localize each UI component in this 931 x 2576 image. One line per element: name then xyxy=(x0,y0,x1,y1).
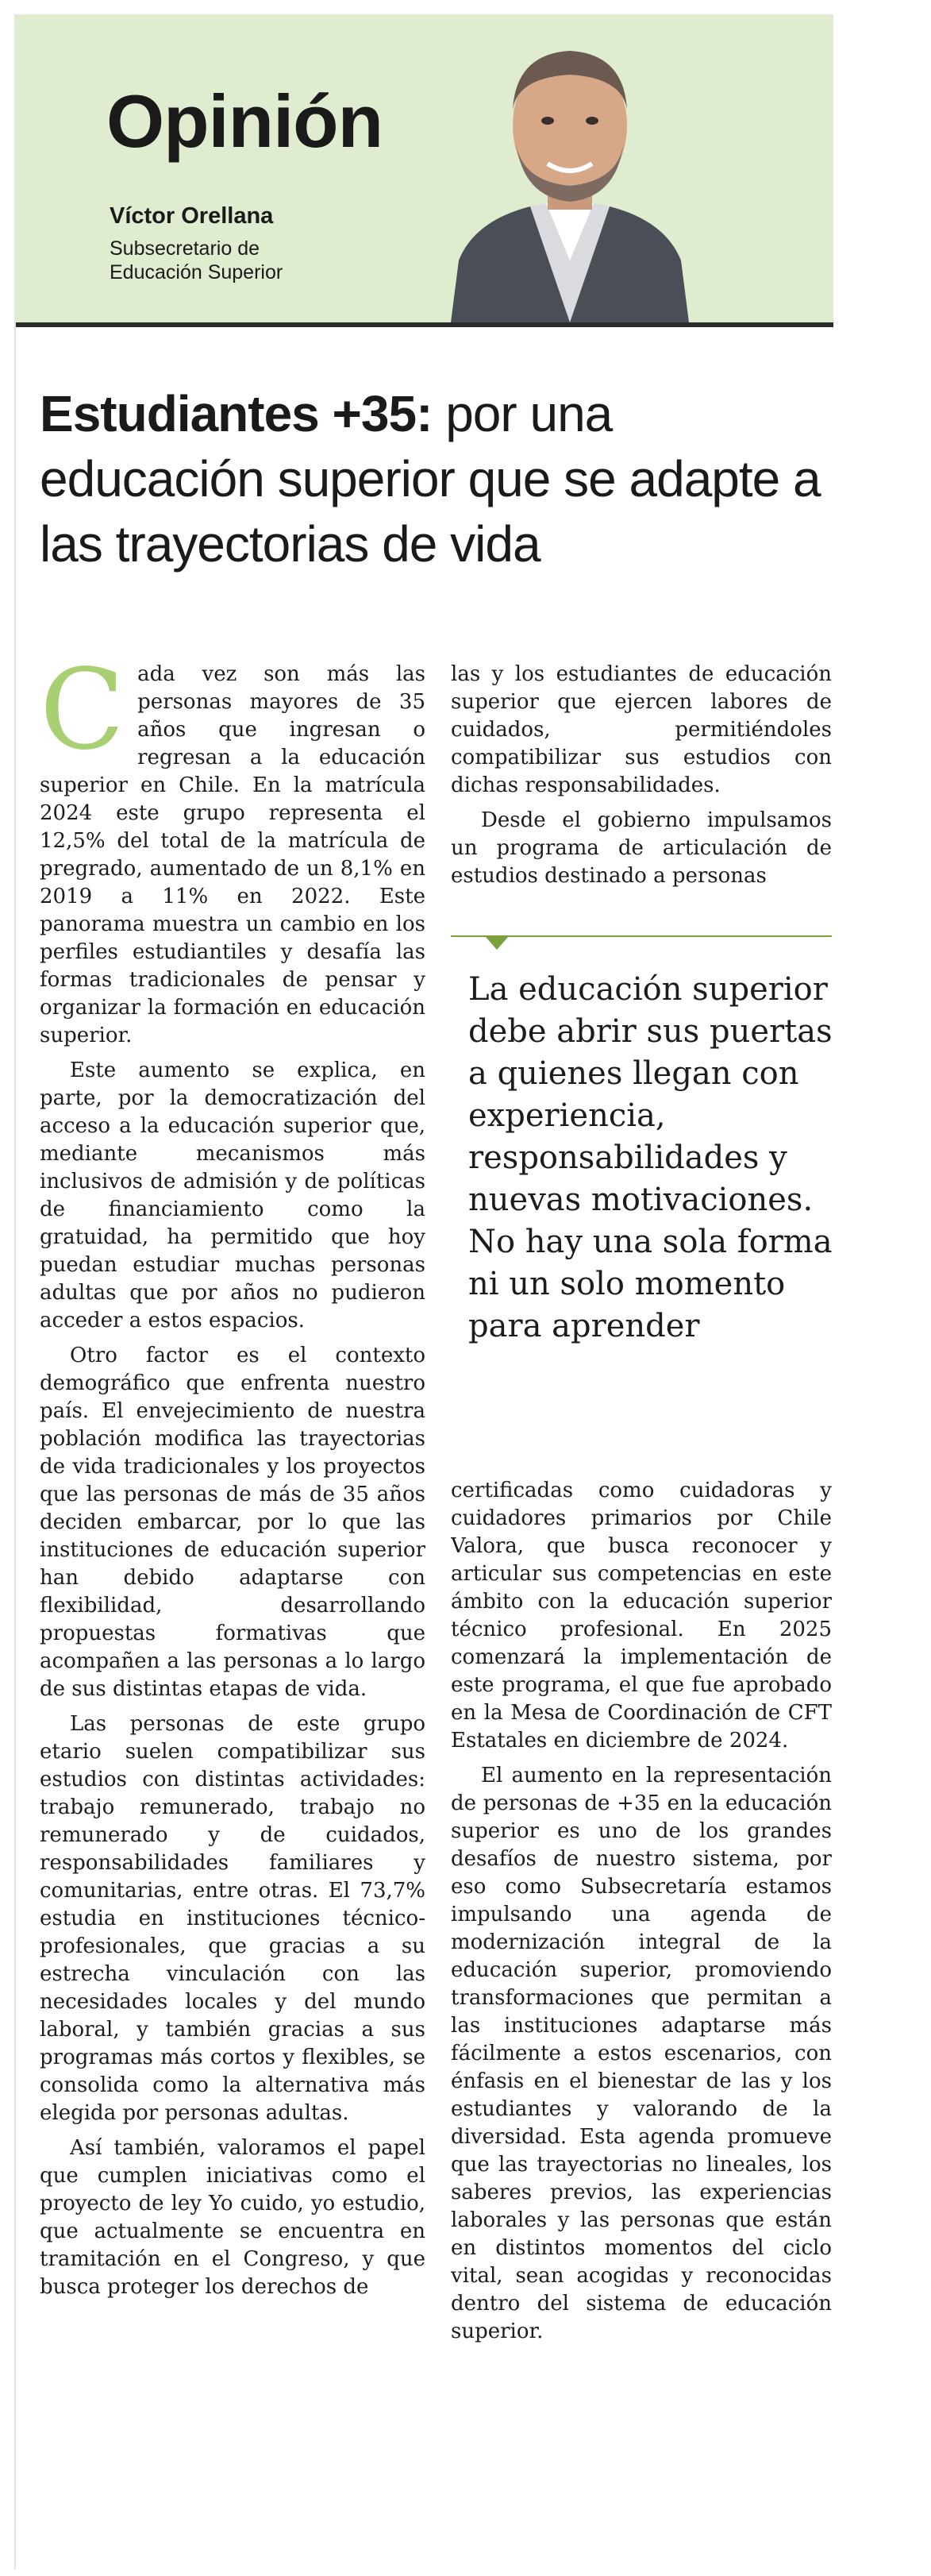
author-role: Subsecretario de Educación Superior xyxy=(110,237,283,283)
pullquote-rule xyxy=(451,935,832,937)
paragraph-5-continued: las y los estudiantes de educación superior que ejercen labores de cuidados, permitiéndoles compatibilizar sus estudios con dichas responsabilidades. xyxy=(451,662,832,797)
article-headline xyxy=(40,381,833,577)
paragraph-6: Desde el gobierno impulsamos un programa de articulación de estudios destinado a personas xyxy=(451,808,832,888)
pullquote-arrow-icon xyxy=(486,937,508,950)
article-column-right-bottom xyxy=(451,1477,832,2541)
pullquote: La educación superior debe abrir sus puertas a quienes llegan con experiencia, responsabilidades y nuevas motivaciones. No hay una sola forma ni un solo momento para aprender xyxy=(468,971,833,1344)
paragraph-5: Así también, valoramos el papel que cumplen iniciativas como el proyecto de ley Yo cuido, yo estudio, que actualmente se encuentra en tramitación en el Congreso, y que busca proteger los derechos de xyxy=(40,2136,425,2299)
opinion-header xyxy=(14,14,833,327)
article-column-left xyxy=(40,646,425,2535)
drop-cap: C xyxy=(40,646,125,775)
left-margin-rule xyxy=(14,322,16,2570)
headline-bold: Estudiantes +35: xyxy=(40,385,433,442)
author-portrait xyxy=(443,22,697,322)
paragraph-2: Este aumento se explica, en parte, por la democratización del acceso a la educación superior que, mediante mecanismos más inclusivos de admisión y de políticas de financiamiento como la gratuidad, ha permitido que hoy puedan estudiar muchas personas adultas que por años no pudieron acceder a estos espacios. xyxy=(40,1059,425,1332)
article-column-right-top xyxy=(451,661,832,927)
paragraph-1: Cada vez son más las personas mayores de 35 años que ingresan o regresan a la educación superior en Chile. En la matrícula 2024 este grupo representa el 12,5% del total de la matrícula de pregrado, aumentado de un 8,1% en 2019 a 11% en 2022. Este panorama muestra un cambio en los perfiles estudiantiles y desafía las formas tradicionales de pensar y organizar la formación en educación superior. xyxy=(40,646,425,1047)
paragraph-7: El aumento en la representación de personas de +35 en la educación superior es uno de los grandes desafíos de nuestro sistema, por eso como Subsecretaría estamos impulsando una agenda de modernización integral de la educación superior, promoviendo transformaciones que permitan a las instituciones adaptarse más fácilmente a estos escenarios, con énfasis en el bienestar de las y los estudiantes y valorando de la diversidad. Esta agenda promueve que las trayectorias no lineales, los saberes previos, las experiencias laborales y las personas que están en distintos momentos del ciclo vital, sean acogidas y reconocidas dentro del sistema de educación superior. xyxy=(451,1764,832,2343)
section-title: Opinión xyxy=(106,79,383,163)
headline-rest: por una educación superior que se adapte a las trayectorias de vida xyxy=(40,385,821,573)
paragraph-6-continued: certificadas como cuidadoras y cuidadores primarios por Chile Valora, que busca reconocer y articular sus competencias en este ámbito con la educación superior técnico profesional. En 2025 comenzará la implementación de este programa, el que fue aprobado en la Mesa de Coordinación de CFT Estatales en diciembre de 2024. xyxy=(451,1479,832,1753)
author-name: Víctor Orellana xyxy=(110,203,274,229)
paragraph-3: Otro factor es el contexto demográfico que enfrenta nuestro país. El envejecimiento de nuestra población modifica las trayectorias de vida tradicionales y los proyectos que las personas de más de 35 años deciden embarcar, por lo que las instituciones de educación superior han debido adaptarse con flexibilidad, desarrollando propuestas formativas que acompañen a las personas a lo largo de sus distintas etapas de vida. xyxy=(40,1344,425,1701)
paragraph-4: Las personas de este grupo etario suelen compatibilizar sus estudios con distintas actividades: trabajo remunerado, trabajo no remunerado y de cuidados, responsabilidades familiares y comunitarias, entre otras. El 73,7% estudia en instituciones técnico-profesionales, que gracias a su estrecha vinculación con las necesidades locales y del mundo laboral, y también gracias a sus programas más cortos y flexibles, se consolida como la alternativa más elegida por personas adultas. xyxy=(40,1712,425,2125)
